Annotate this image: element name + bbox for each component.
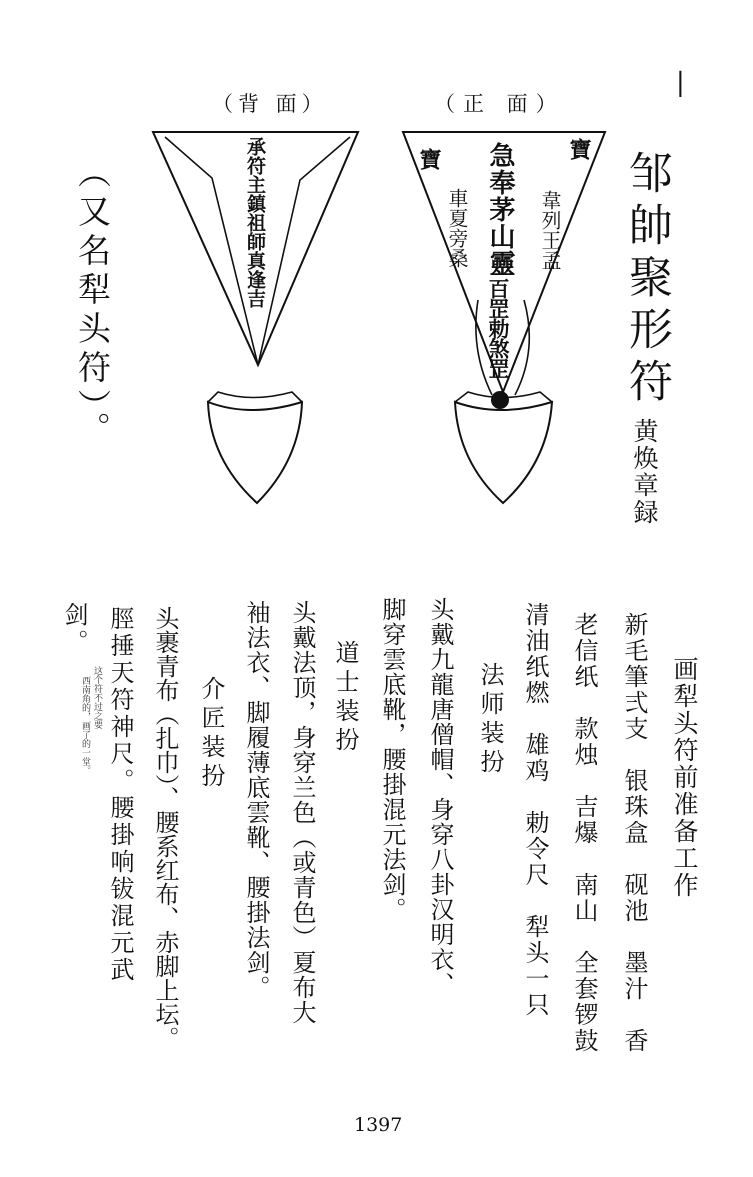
taoist-col1: 头戴法顶，身穿兰色（或青色）夏布大	[288, 600, 316, 1025]
master-col1: 头戴九龍唐僧帽、身穿八卦汉明衣、	[426, 597, 454, 997]
taoist-heading: 道士装扮	[331, 640, 359, 756]
front-seal-right: 寶	[566, 138, 592, 160]
back-inscription: 承符主鎮祖師真逢吉	[244, 137, 266, 308]
talisman-front-dot	[491, 391, 509, 409]
artisan-heading: 介匠装扮	[197, 676, 225, 792]
front-seal-left: 寶	[416, 148, 442, 170]
front-center-lower: 百罡勅煞罡	[486, 278, 511, 378]
prep-items-col2: 老信纸 款烛 吉爆 南山 全套锣鼓	[570, 612, 598, 1054]
talisman-back-collar	[208, 392, 302, 402]
talisman-front-socket	[455, 402, 552, 503]
artisan-col2: 脛捶天符神尺。腰掛响钹混元武	[106, 606, 134, 984]
alternate-name: （又名犁头符）。	[73, 155, 112, 451]
talisman-back-socket	[208, 402, 302, 503]
back-face-label: （背 面）	[212, 92, 328, 116]
front-center-main: 急奉茅山靈	[485, 142, 515, 277]
prep-items-col1: 新毛筆弍支 银珠盒 砚池 墨汁 香	[620, 612, 648, 1054]
master-heading: 法师装扮	[476, 662, 504, 778]
prep-heading: 画犁头符前准备工作	[670, 656, 699, 899]
page-title: 邹帥聚形符	[621, 150, 672, 410]
front-right-column: 韋列王孟	[538, 190, 562, 270]
margin-note-line2: 西南角的，画了的一堂。	[80, 676, 90, 775]
page-number: 1397	[354, 1114, 403, 1136]
front-left-column: 車夏旁桑	[445, 188, 469, 268]
artisan-col1: 头裹青布（扎巾）、腰系红布、赤脚上坛。	[151, 606, 179, 1050]
prep-items-col3: 清油纸燃 雄鸡 勅令尺 犁头一只	[521, 602, 549, 1018]
front-face-label: （正 面）	[434, 92, 565, 116]
taoist-col2: 袖法衣、脚履薄底雲靴、腰掛法剑。	[242, 600, 270, 1000]
master-col2: 脚穿雲底靴，腰掛混元法剑。	[378, 597, 406, 922]
margin-note-line1: 这个符不过之要	[92, 666, 102, 729]
top-mark: |	[676, 68, 685, 98]
author-credit: 黄焕章録	[630, 418, 659, 526]
artisan-col3: 剑。	[60, 602, 88, 656]
